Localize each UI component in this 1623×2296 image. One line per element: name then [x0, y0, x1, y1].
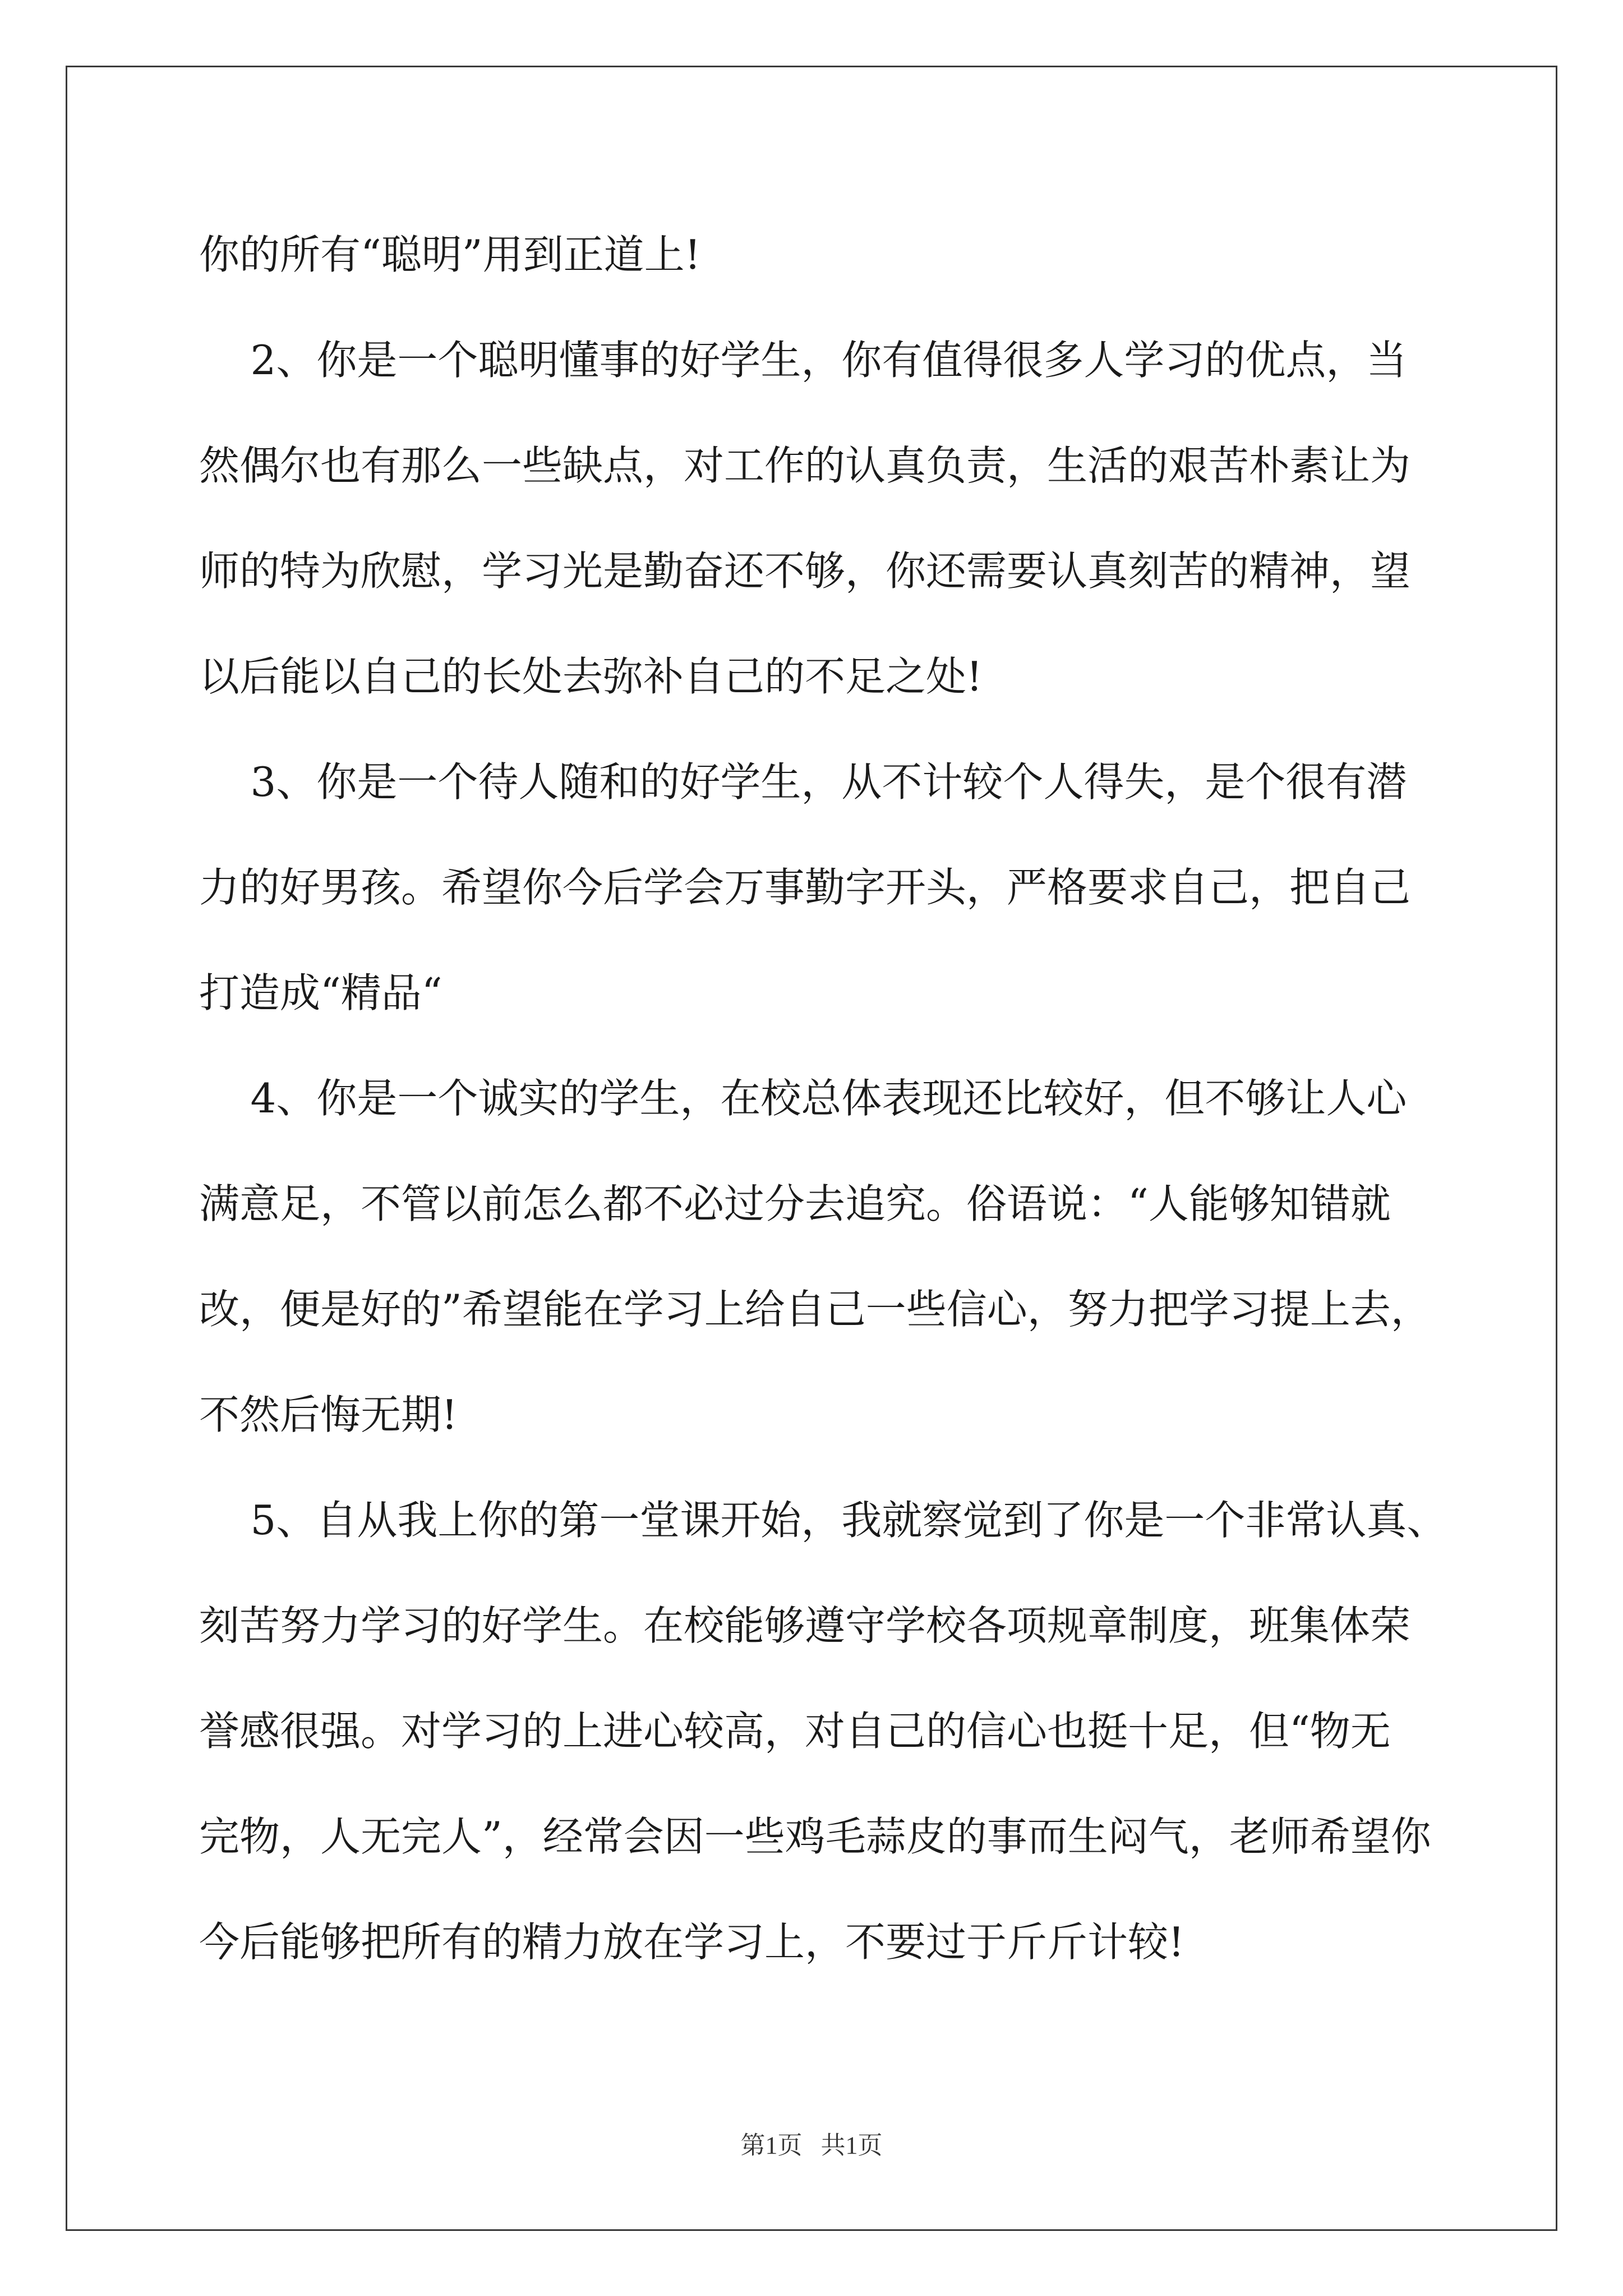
- text-line: 满意足，不管以前怎么都不必过分去追究。俗语说：“人能够知错就: [199, 1180, 1391, 1227]
- text-line: 今后能够把所有的精力放在学习上，不要过于斤斤计较!: [199, 1918, 1184, 1966]
- text-line: 然偶尔也有那么一些缺点，对工作的认真负责，生活的艰苦朴素让为: [199, 442, 1411, 489]
- text-line: 以后能以自己的长处去弥补自己的不足之处!: [199, 653, 983, 700]
- text-line: 打造成“精品“: [199, 969, 442, 1016]
- document-body: [199, 202, 1461, 1995]
- text-line: 誉感很强。对学习的上进心较高，对自己的信心也挺十足，但“物无: [199, 1708, 1391, 1755]
- text-line: 4、你是一个诚实的学生，在校总体表现还比较好，但不够让人心: [199, 1075, 1407, 1122]
- text-line: 师的特为欣慰，学习光是勤奋还不够，你还需要认真刻苦的精神，望: [199, 547, 1411, 595]
- text-line: 改，便是好的”希望能在学习上给自己一些信心，努力把学习提上去，: [199, 1286, 1431, 1333]
- page-number-footer: 第1页 共1页: [740, 2132, 883, 2159]
- text-line: 3、你是一个待人随和的好学生，从不计较个人得失，是个很有潜: [199, 758, 1407, 806]
- text-line: 力的好男孩。希望你今后学会万事勤字开头，严格要求自己，把自己: [199, 864, 1411, 911]
- text-line: 完物，人无完人”，经常会因一些鸡毛蒜皮的事而生闷气，老师希望你: [199, 1813, 1431, 1860]
- text-line: 5、自从我上你的第一堂课开始，我就察觉到了你是一个非常认真、: [199, 1497, 1447, 1544]
- text-line: 刻苦努力学习的好学生。在校能够遵守学校各项规章制度，班集体荣: [199, 1602, 1411, 1649]
- text-line: 不然后悔无期!: [199, 1391, 458, 1438]
- text-line: 你的所有“聪明”用到正道上!: [199, 231, 701, 278]
- text-line: 2、你是一个聪明懂事的好学生，你有值得很多人学习的优点，当: [199, 337, 1407, 384]
